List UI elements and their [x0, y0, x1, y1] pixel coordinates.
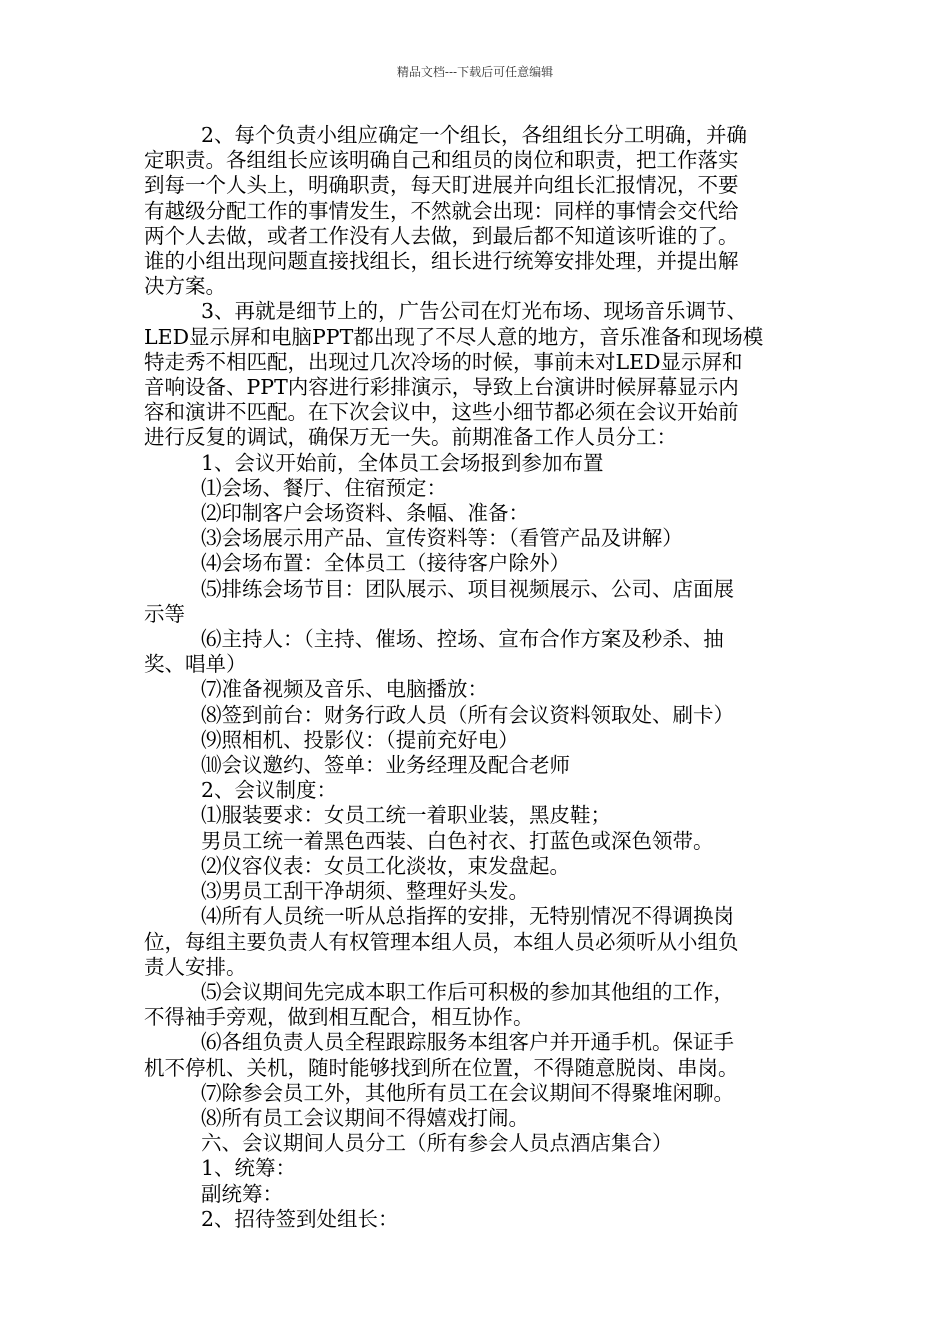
text-line: ⑵仪容仪表：女员工化淡妆，束发盘起。 [201, 853, 570, 878]
text-line: 副统筹： [201, 1181, 283, 1206]
text-line: ⑵印制客户会场资料、条幅、准备： [201, 501, 529, 526]
text-line: 奖、唱单） [144, 652, 247, 677]
text-line: LED显示屏和电脑PPT都出现了不尽人意的地方，音乐准备和现场模 [144, 324, 764, 349]
text-line: 进行反复的调试，确保万无一失。前期准备工作人员分工： [144, 425, 677, 450]
text-line: ⑸排练会场节目：团队展示、项目视频展示、公司、店面展 [201, 576, 734, 601]
text-line: 六、会议期间人员分工（所有参会人员点酒店集合） [201, 1131, 673, 1156]
text-line: 有越级分配工作的事情发生，不然就会出现：同样的事情会交代给 [144, 198, 739, 223]
text-line: 2、招待签到处组长： [201, 1206, 399, 1231]
text-line: ⑸会议期间先完成本职工作后可积极的参加其他组的工作， [201, 979, 734, 1004]
text-line: 特走秀不相匹配，出现过几次冷场的时候，事前未对LED显示屏和 [144, 349, 743, 374]
text-line: ⑽会议邀约、签单：业务经理及配合老师 [201, 753, 570, 778]
text-line: 3、再就是细节上的，广告公司在灯光布场、现场音乐调节、 [201, 299, 748, 324]
text-line: 1、会议开始前，全体员工会场报到参加布置 [201, 450, 604, 475]
text-line: ⑻所有员工会议期间不得嬉戏打闹。 [201, 1105, 529, 1130]
text-line: 决方案。 [144, 274, 226, 299]
text-line: 容和演讲不匹配。在下次会议中，这些小细节都必须在会议开始前 [144, 400, 739, 425]
text-line: 示等 [144, 601, 185, 626]
text-line: ⑹主持人：（主持、催场、控场、宣布合作方案及秒杀、抽 [201, 627, 724, 652]
text-line: ⑴会场、餐厅、住宿预定： [201, 475, 447, 500]
text-line: 不得袖手旁观，做到相互配合，相互协作。 [144, 1005, 534, 1030]
text-line: 1、统筹： [201, 1156, 297, 1181]
text-line: 到每一个人头上，明确职责，每天盯进展并向组长汇报情况，不要 [144, 173, 739, 198]
text-line: 定职责。各组组长应该明确自己和组员的岗位和职责，把工作落实 [144, 148, 739, 173]
document-body [144, 123, 814, 1232]
text-line: 机不停机、关机，随时能够找到所在位置，不得随意脱岗、串岗。 [144, 1055, 739, 1080]
text-line: ⑼照相机、投影仪：（提前充好电） [201, 727, 519, 752]
text-line: ⑶会场展示用产品、宣传资料等：（看管产品及讲解） [201, 526, 683, 551]
text-line: ⑴服装要求：女员工统一着职业装，黑皮鞋； [201, 803, 611, 828]
text-line: 2、会议制度： [201, 778, 338, 803]
text-line: 男员工统一着黑色西装、白色衬衣、打蓝色或深色领带。 [201, 828, 714, 853]
text-line: 2、每个负责小组应确定一个组长，各组组长分工明确，并确 [201, 123, 748, 147]
text-line: ⑺除参会员工外，其他所有员工在会议期间不得聚堆闲聊。 [201, 1080, 734, 1105]
text-line: 谁的小组出现问题直接找组长，组长进行统筹安排处理，并提出解 [144, 249, 739, 274]
text-line: ⑷会场布置：全体员工（接待客户除外） [201, 551, 570, 576]
text-line: 位，每组主要负责人有权管理本组人员，本组人员必须听从小组负 [144, 929, 739, 954]
text-line: ⑶男员工刮干净胡须、整理好头发。 [201, 879, 529, 904]
text-line: 音响设备、PPT内容进行彩排演示，导致上台演讲时候屏幕显示内 [144, 375, 739, 400]
text-line: ⑺准备视频及音乐、电脑播放： [201, 677, 488, 702]
text-line: ⑻签到前台：财务行政人员（所有会议资料领取处、刷卡） [201, 702, 734, 727]
text-line: ⑷所有人员统一听从总指挥的安排，无特别情况不得调换岗 [201, 904, 734, 929]
text-line: 责人安排。 [144, 954, 247, 979]
text-line: 两个人去做，或者工作没有人去做，到最后都不知道该听谁的了。 [144, 223, 739, 248]
text-line: ⑹各组负责人员全程跟踪服务本组客户并开通手机。保证手 [201, 1030, 734, 1055]
page-header: 精品文档---下载后可任意编辑 [396, 65, 554, 79]
